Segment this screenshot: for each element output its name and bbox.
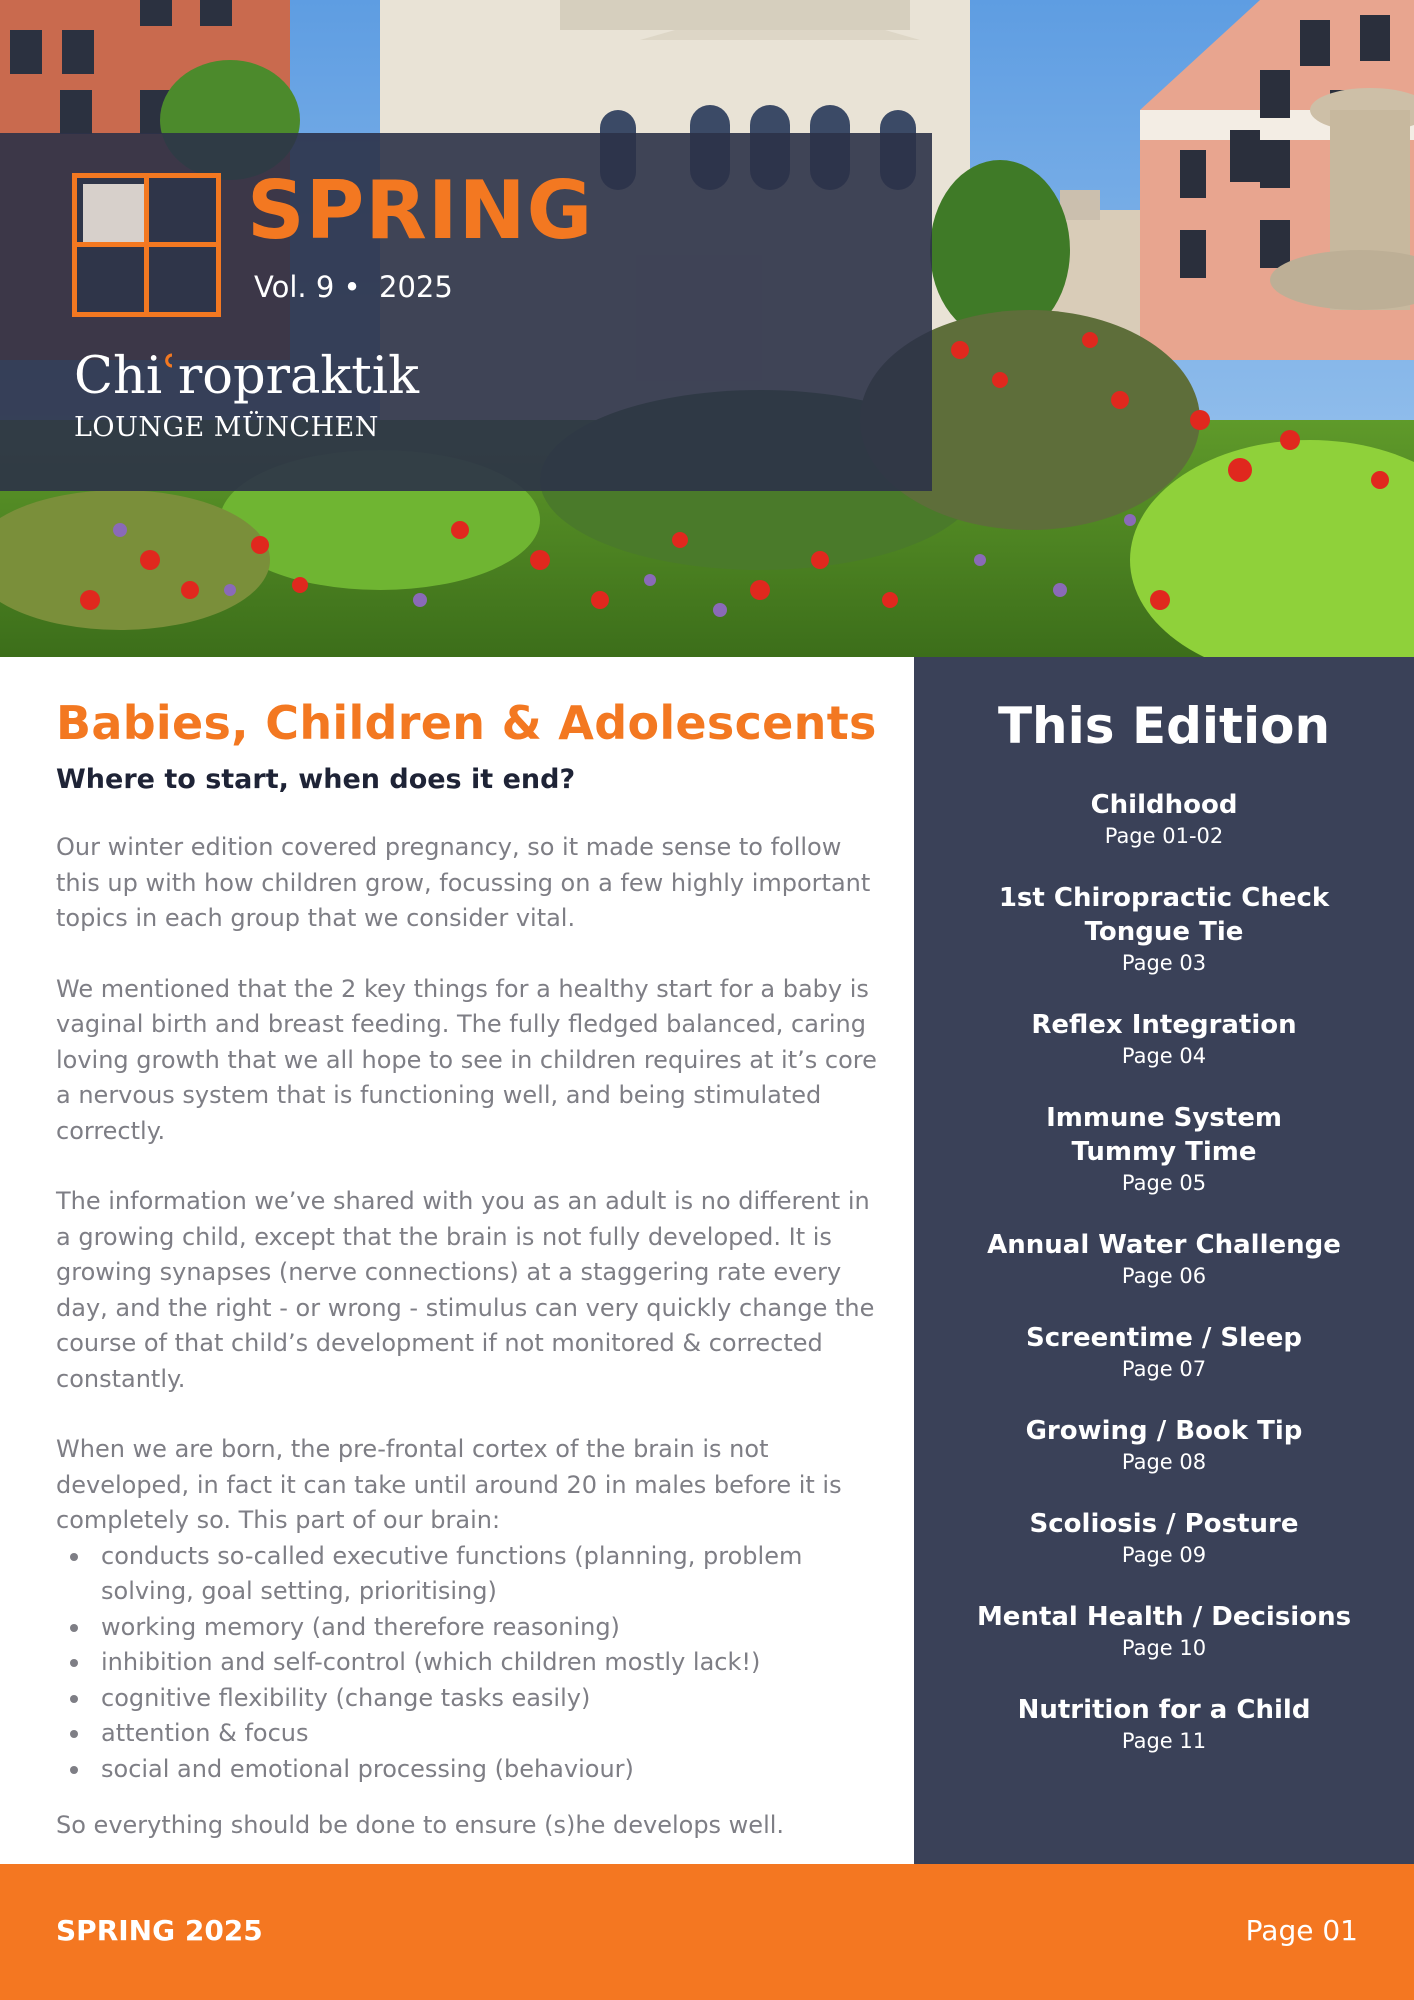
- toc-page: Page 01-02: [1104, 824, 1224, 848]
- toc-title: Growing / Book Tip: [1025, 1416, 1303, 1446]
- window-grid-logo-icon: [72, 173, 221, 317]
- toc-page: Page 07: [1121, 1357, 1207, 1381]
- hero-banner: [0, 0, 1414, 657]
- article-paragraph: When we are born, the pre-frontal cortex of the brain is not developed, in fact it can take until around 20 in males before it is completely so. This part of our brain:: [56, 1435, 842, 1535]
- article-closing: So everything should be done to ensure (s)he develops well.: [56, 1811, 785, 1840]
- brand-logo-wordmark: Chiʿropraktik: [74, 347, 419, 406]
- toc-list: [914, 788, 1414, 1786]
- toc-page: Page 05: [1121, 1171, 1207, 1195]
- article-paragraph: We mentioned that the 2 key things for a healthy start for a baby is vaginal birth and breast feeding. The fully fledged balanced, caring loving growth that we all hope to see in children requires at it’s core a nervous system that is functioning well, and being stimulated correctly.: [56, 974, 877, 1145]
- toc-entry-water-challenge[interactable]: [914, 1228, 1414, 1291]
- main-article: [56, 697, 892, 1844]
- toc-entry-chiropractic-check[interactable]: [914, 881, 1414, 978]
- toc-title: Tongue Tie: [1084, 917, 1244, 947]
- table-of-contents-sidebar: [914, 657, 1414, 1864]
- list-item: conducts so-called executive functions (planning, problem solving, goal setting, prioritising): [56, 1539, 892, 1610]
- toc-entry-childhood[interactable]: [914, 788, 1414, 851]
- toc-title: Mental Health / Decisions: [976, 1602, 1352, 1632]
- toc-entry-nutrition[interactable]: [914, 1693, 1414, 1756]
- list-item: attention & focus: [56, 1716, 892, 1752]
- toc-page: Page 06: [1121, 1264, 1207, 1288]
- toc-entry-mental-health[interactable]: [914, 1600, 1414, 1663]
- toc-entry-screentime-sleep[interactable]: [914, 1321, 1414, 1384]
- article-paragraph: Our winter edition covered pregnancy, so it made sense to follow this up with how children grow, focussing on a few highly important topics in each group that we consider vital.: [56, 833, 871, 933]
- toc-title: Scoliosis / Posture: [1029, 1509, 1299, 1539]
- page-footer: [0, 1864, 1414, 2000]
- brand-subtitle: LOUNGE MÜNCHEN: [74, 412, 379, 443]
- toc-entry-reflex-integration[interactable]: [914, 1008, 1414, 1071]
- toc-page: Page 04: [1121, 1044, 1207, 1068]
- toc-entry-scoliosis-posture[interactable]: [914, 1507, 1414, 1570]
- footer-issue-label: SPRING 2025: [56, 1914, 263, 1947]
- toc-title: Annual Water Challenge: [987, 1230, 1341, 1260]
- list-item: inhibition and self-control (which children mostly lack!): [56, 1645, 892, 1681]
- footer-page-number: Page 01: [1245, 1914, 1358, 1947]
- list-item: cognitive flexibility (change tasks easily): [56, 1681, 892, 1717]
- toc-entry-immune-system[interactable]: [914, 1101, 1414, 1198]
- toc-page: Page 03: [1121, 951, 1207, 975]
- list-item: working memory (and therefore reasoning): [56, 1610, 892, 1646]
- toc-title: Screentime / Sleep: [1026, 1323, 1302, 1353]
- sidebar-title: This Edition: [997, 697, 1331, 755]
- toc-page: Page 09: [1121, 1543, 1207, 1567]
- season-title: SPRING: [247, 164, 594, 257]
- list-item: social and emotional processing (behaviour): [56, 1752, 892, 1788]
- toc-title: Nutrition for a Child: [1017, 1695, 1311, 1725]
- toc-page: Page 10: [1121, 1636, 1207, 1660]
- toc-title: Reflex Integration: [1031, 1010, 1297, 1040]
- toc-title: 1st Chiropractic Check: [998, 883, 1330, 913]
- toc-title: Tummy Time: [1071, 1137, 1257, 1167]
- toc-page: Page 11: [1121, 1729, 1207, 1753]
- article-subtitle: Where to start, when does it end?: [56, 763, 576, 795]
- toc-title: Childhood: [1090, 790, 1238, 820]
- volume-year: Vol. 9 • 2025: [254, 270, 453, 304]
- article-paragraph: The information we’ve shared with you as an adult is no different in a growing child, except that the brain is not fully developed. It is growing synapses (nerve connections) at a staggering rate every day, and the right - or wrong - stimulus can very quickly change the course of that child’s development if not monitored & corrected constantly.: [56, 1187, 875, 1393]
- article-title: Babies, Children & Adolescents: [56, 696, 877, 750]
- toc-entry-growing-book-tip[interactable]: [914, 1414, 1414, 1477]
- brain-functions-list: [56, 1539, 892, 1788]
- toc-title: Immune System: [1046, 1103, 1282, 1133]
- toc-page: Page 08: [1121, 1450, 1207, 1474]
- masthead-panel: [0, 133, 932, 491]
